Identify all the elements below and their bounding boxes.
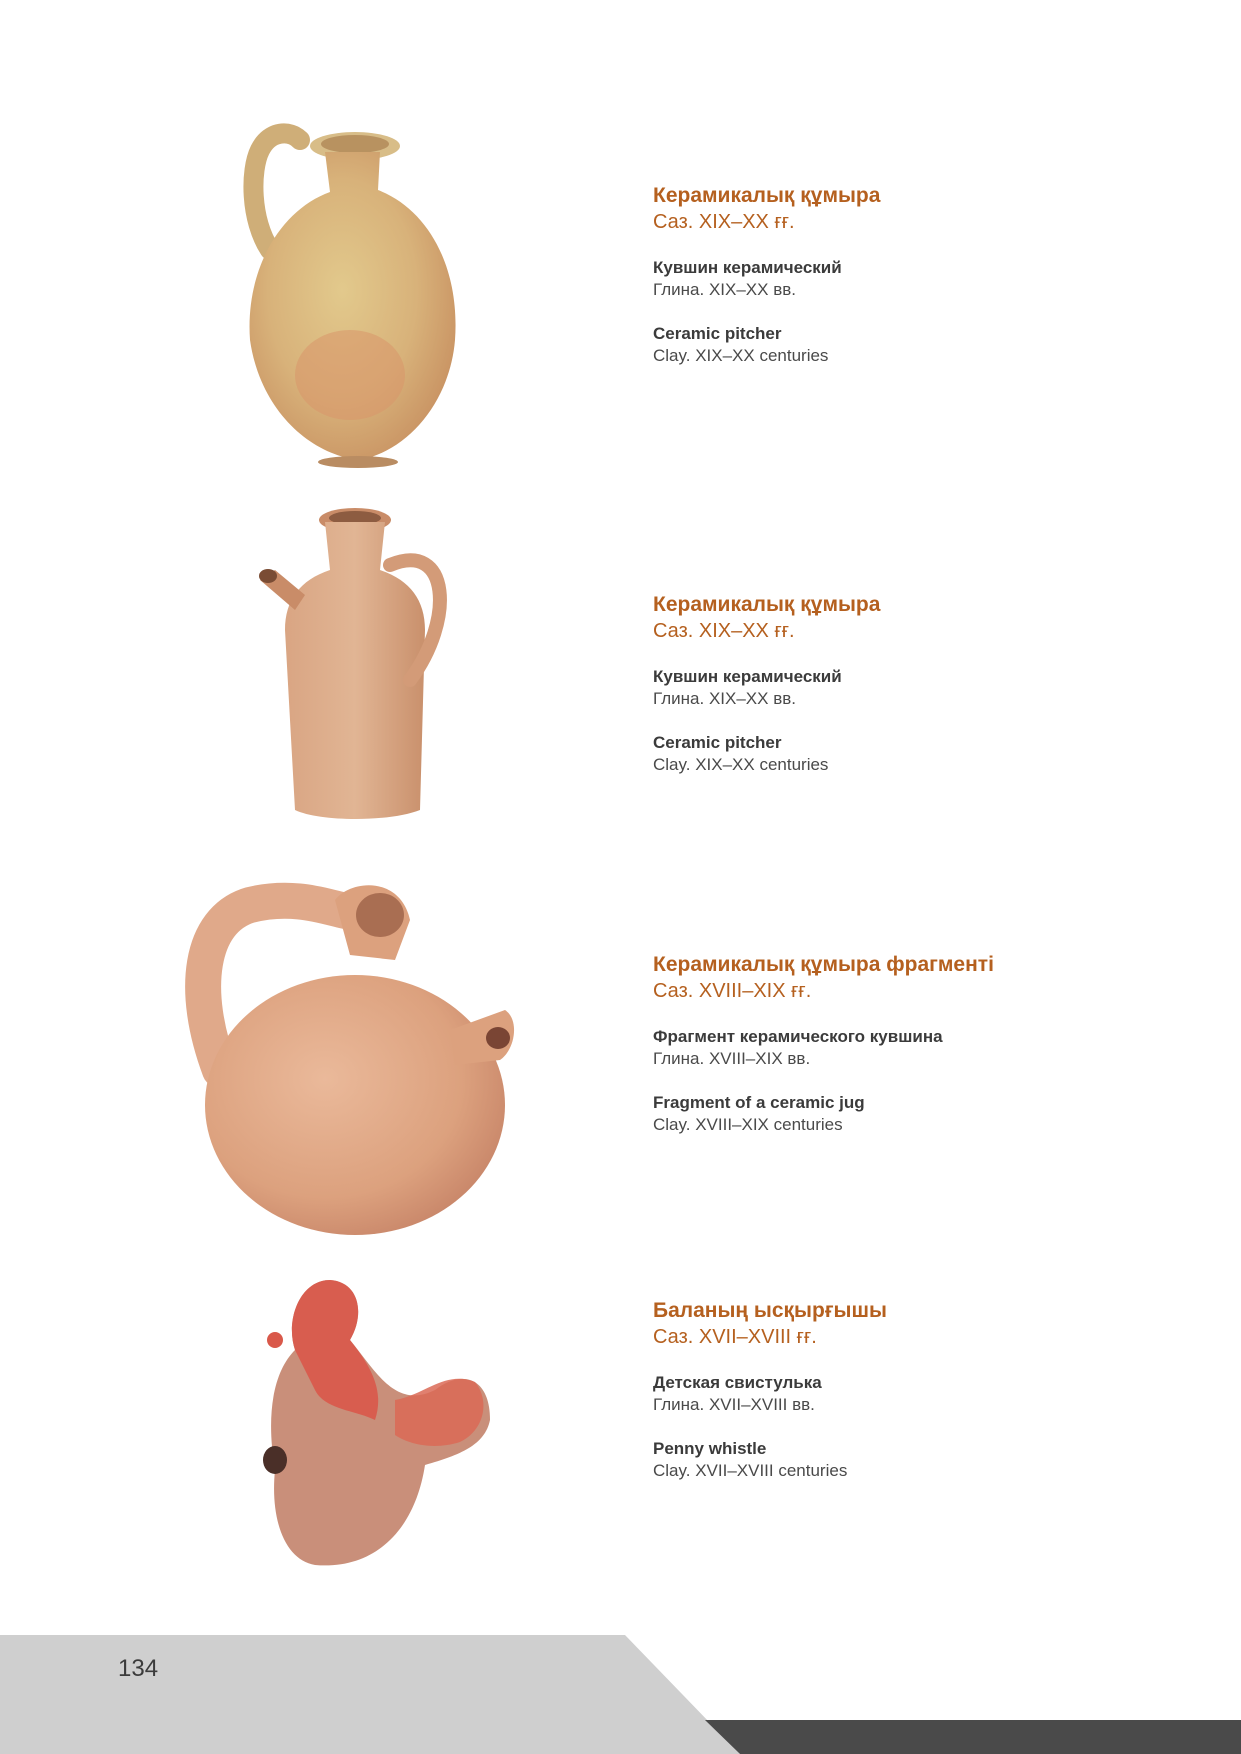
page-number: 134 bbox=[118, 1655, 159, 1682]
kz-subtitle: Саз. XIX–XX ғғ. bbox=[653, 620, 795, 642]
kz-subtitle: Саз. XVIII–XIX ғғ. bbox=[653, 980, 812, 1002]
ceramic-jug-fragment-photo bbox=[180, 860, 540, 1240]
catalog-entry-3 bbox=[653, 952, 1213, 1136]
penny-whistle-photo bbox=[245, 1270, 500, 1570]
en-subtitle: Clay. XIX–XX centuries bbox=[653, 346, 829, 365]
ru-title: Фрагмент керамического кувшина bbox=[653, 1027, 943, 1046]
kz-title: Керамикалық құмыра фрагменті bbox=[653, 953, 994, 976]
kz-subtitle: Саз. XVII–XVIII ғғ. bbox=[653, 1326, 817, 1348]
ru-subtitle: Глина. XIX–XX вв. bbox=[653, 280, 796, 299]
catalog-entry-4 bbox=[653, 1298, 1213, 1482]
en-title: Penny whistle bbox=[653, 1439, 767, 1458]
en-title: Ceramic pitcher bbox=[653, 733, 782, 752]
ru-subtitle: Глина. XVIII–XIX вв. bbox=[653, 1049, 811, 1068]
ceramic-pitcher-photo-2 bbox=[240, 490, 490, 830]
ru-title: Кувшин керамический bbox=[653, 667, 842, 686]
ru-subtitle: Глина. XVII–XVIII вв. bbox=[653, 1395, 815, 1414]
kz-subtitle: Саз. XIX–XX ғғ. bbox=[653, 211, 795, 233]
ceramic-pitcher-photo-1 bbox=[230, 100, 500, 480]
catalog-entry-1 bbox=[653, 183, 1213, 367]
en-subtitle: Clay. XVIII–XIX centuries bbox=[653, 1115, 843, 1134]
footer-band bbox=[0, 1635, 1241, 1754]
en-subtitle: Clay. XVII–XVIII centuries bbox=[653, 1461, 848, 1480]
en-subtitle: Clay. XIX–XX centuries bbox=[653, 755, 829, 774]
kz-title: Баланың ысқырғышы bbox=[653, 1299, 887, 1322]
ru-title: Кувшин керамический bbox=[653, 258, 842, 277]
ru-title: Детская свистулька bbox=[653, 1373, 822, 1392]
en-title: Fragment of a ceramic jug bbox=[653, 1093, 865, 1112]
ru-subtitle: Глина. XIX–XX вв. bbox=[653, 689, 796, 708]
kz-title: Керамикалық құмыра bbox=[653, 593, 881, 616]
catalog-entry-2 bbox=[653, 592, 1213, 776]
kz-title: Керамикалық құмыра bbox=[653, 184, 881, 207]
en-title: Ceramic pitcher bbox=[653, 324, 782, 343]
